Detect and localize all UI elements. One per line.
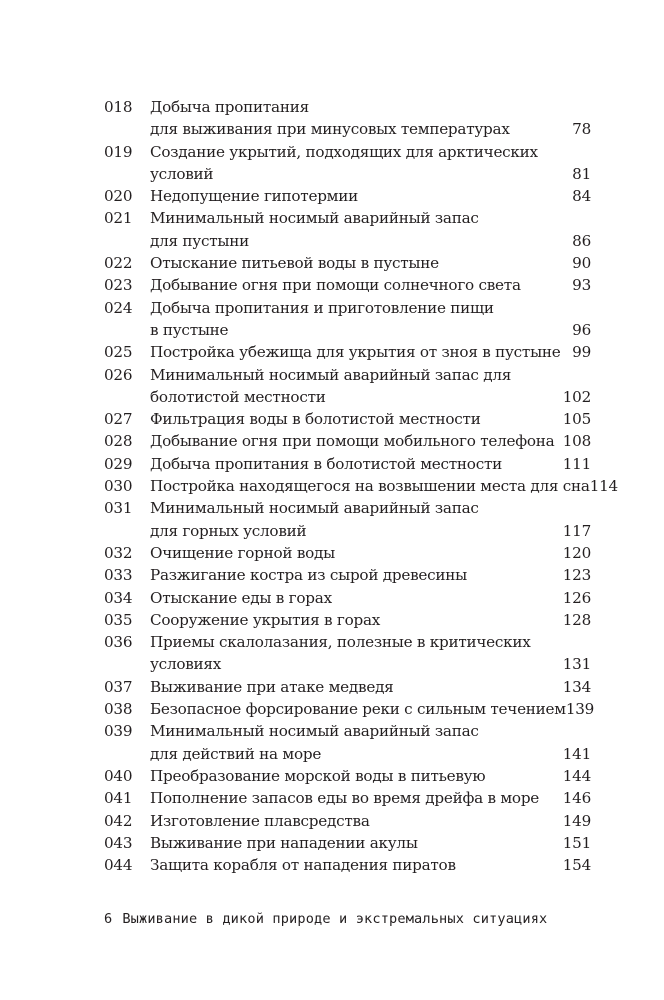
toc-entry [104,765,591,787]
page-number: 126 [562,588,591,607]
toc-entry [104,587,591,609]
page-number: 84 [572,187,591,206]
toc-entry [104,698,595,720]
chapter-title: Добыча пропитания [150,98,309,116]
toc-entry [104,609,591,631]
chapter-title: Сооружение укрытия в горах [150,610,381,629]
page-number: 123 [562,566,591,585]
page-number: 108 [562,432,591,451]
chapter-title: в пустыне [150,320,229,339]
chapter-number: 029 [104,454,133,473]
toc-entry-line [104,453,591,475]
toc-entry-line [104,96,591,118]
toc-entry-line [104,185,591,207]
page-number: 78 [572,120,591,139]
chapter-number: 033 [104,566,133,585]
chapter-title: Создание укрытий, подходящих для арктических [150,142,538,161]
chapter-title: Очищение горной воды [150,543,335,562]
page-number: 141 [562,744,591,763]
chapter-title: Выживание при нападении акулы [150,833,418,852]
chapter-number: 035 [104,610,133,629]
toc-entry-line [104,408,591,430]
chapter-title: Минимальный носимый аварийный запас [150,499,479,518]
chapter-title: Добывание огня при помощи мобильного телефона [150,432,555,451]
toc-entry [104,408,591,430]
toc-entry-line [104,207,591,229]
chapter-title: Минимальный носимый аварийный запас для [150,365,512,384]
chapter-number: 032 [104,543,133,562]
page-number: 102 [562,387,591,406]
chapter-number: 025 [104,343,133,362]
chapter-title: Недопущение гипотермии [150,187,358,206]
toc-entry-line [104,765,591,787]
toc-entry-line [104,141,591,163]
chapter-title: Добывание огня при помощи солнечного света [150,276,521,295]
page-number: 114 [589,477,618,496]
chapter-number: 023 [104,276,133,295]
toc-entry-line [104,118,591,140]
chapter-number: 042 [104,811,133,830]
toc-entry-line [104,653,591,675]
toc-entry-line [104,609,591,631]
chapter-title: Безопасное форсирование реки с сильным течением [150,700,566,719]
chapter-number: 040 [104,766,133,785]
chapter-number: 020 [104,187,133,206]
toc-entry [104,185,591,207]
toc-entry-line [104,319,591,341]
toc-entry-line [104,743,591,765]
page-number: 86 [572,231,591,250]
toc-entry [104,832,591,854]
toc-entry-line [104,252,591,274]
chapter-number: 037 [104,677,133,696]
toc-entry-line [104,832,591,854]
toc-entry [104,364,591,409]
toc-entry [104,497,591,542]
toc-entry-line [104,497,591,519]
chapter-number: 041 [104,789,133,808]
page-number: 81 [572,164,591,183]
toc-entry-line [104,564,591,586]
chapter-title: Минимальный носимый аварийный запас [150,209,479,228]
toc-entry [104,564,591,586]
toc-entry [104,141,591,186]
toc-entry [104,430,591,452]
page-number: 111 [562,454,591,473]
page-number: 149 [562,811,591,830]
chapter-title: для горных условий [150,521,307,540]
page-number: 117 [562,521,591,540]
chapter-number: 018 [104,98,133,116]
chapter-title: Отыскание питьевой воды в пустыне [150,254,439,273]
toc-entry [104,542,591,564]
toc-entry-line [104,631,591,653]
page-number: 131 [562,655,591,674]
chapter-number: 038 [104,700,133,719]
toc-entry [104,453,591,475]
toc-entry-line [104,274,591,296]
page-number: 99 [572,343,591,362]
toc-entry-line [104,676,591,698]
toc-entry [104,96,591,141]
toc-entry-line [104,854,591,876]
toc-entry [104,631,591,676]
chapter-number: 039 [104,722,133,741]
toc-entry [104,854,591,876]
chapter-number: 021 [104,209,133,228]
page-number: 128 [562,610,591,629]
page-number: 93 [572,276,591,295]
chapter-number: 031 [104,499,133,518]
toc-entry-line [104,163,591,185]
page-footer [104,911,547,927]
chapter-title: Разжигание костра из сырой древесины [150,566,467,585]
toc-entry-line [104,430,591,452]
chapter-number: 036 [104,633,133,652]
chapter-number: 026 [104,365,133,384]
chapter-title: для выживания при минусовых температурах [150,120,510,139]
chapter-title: условиях [150,655,222,674]
toc-entry-line [104,520,591,542]
toc-entry [104,274,591,296]
toc-entry [104,676,591,698]
page-number: 90 [572,254,591,273]
page-number: 146 [562,789,591,808]
chapter-number: 034 [104,588,133,607]
chapter-title: Защита корабля от нападения пиратов [150,856,456,875]
chapter-title: Выживание при атаке медведя [150,677,394,696]
toc-entry-line [104,297,591,319]
chapter-title: Постройка находящегося на возвышении места для сна [150,477,590,496]
toc-entry-line [104,230,591,252]
chapter-number: 043 [104,833,133,852]
chapter-title: Отыскание еды в горах [150,588,332,607]
page-number: 154 [562,856,591,875]
chapter-title: условий [150,164,214,183]
chapter-number: 030 [104,477,133,496]
chapter-title: Приемы скалолазания, полезные в критических [150,633,531,652]
chapter-title: Минимальный носимый аварийный запас [150,722,479,741]
chapter-title: Добыча пропитания и приготовление пищи [150,298,494,317]
chapter-title: Преобразование морской воды в питьевую [150,766,486,785]
table-of-contents [104,96,618,876]
toc-entry-line [104,386,591,408]
toc-entry [104,207,591,252]
toc-entry-line [104,364,591,386]
toc-entry-line [104,698,595,720]
chapter-number: 024 [104,298,133,317]
toc-entry [104,252,591,274]
toc-entry-line [104,787,591,809]
page-number: 96 [572,320,591,339]
chapter-number: 044 [104,856,133,875]
footer-book-title: Выживание в дикой природе и экстремальных ситуациях [122,911,548,927]
page-number: 139 [565,700,595,719]
chapter-title: для пустыни [150,231,249,250]
chapter-title: Добыча пропитания в болотистой местности [150,454,502,473]
chapter-title: для действий на море [150,744,322,763]
page-number: 120 [562,543,591,562]
toc-entry [104,810,591,832]
page-number: 105 [562,410,591,429]
chapter-title: Постройка убежища для укрытия от зноя в пустыне [150,343,561,362]
page-number: 144 [562,766,591,785]
chapter-title: Фильтрация воды в болотистой местности [150,410,481,429]
toc-entry [104,297,591,342]
toc-entry-line [104,587,591,609]
page-number: 134 [562,677,591,696]
footer-page-number: 6 [104,911,113,927]
chapter-title: Изготовление плавсредства [150,811,370,830]
toc-entry [104,341,591,363]
toc-entry-line [104,720,591,742]
toc-entry-line [104,341,591,363]
toc-entry [104,475,618,497]
chapter-title: Пополнение запасов еды во время дрейфа в море [150,789,540,808]
chapter-number: 022 [104,254,133,273]
toc-entry [104,720,591,765]
chapter-title: болотистой местности [150,387,326,406]
chapter-number: 027 [104,410,133,429]
toc-entry-line [104,475,618,497]
toc-entry-line [104,810,591,832]
toc-entry [104,787,591,809]
page-number: 151 [562,833,591,852]
chapter-number: 019 [104,142,133,161]
chapter-number: 028 [104,432,133,451]
toc-entry-line [104,542,591,564]
